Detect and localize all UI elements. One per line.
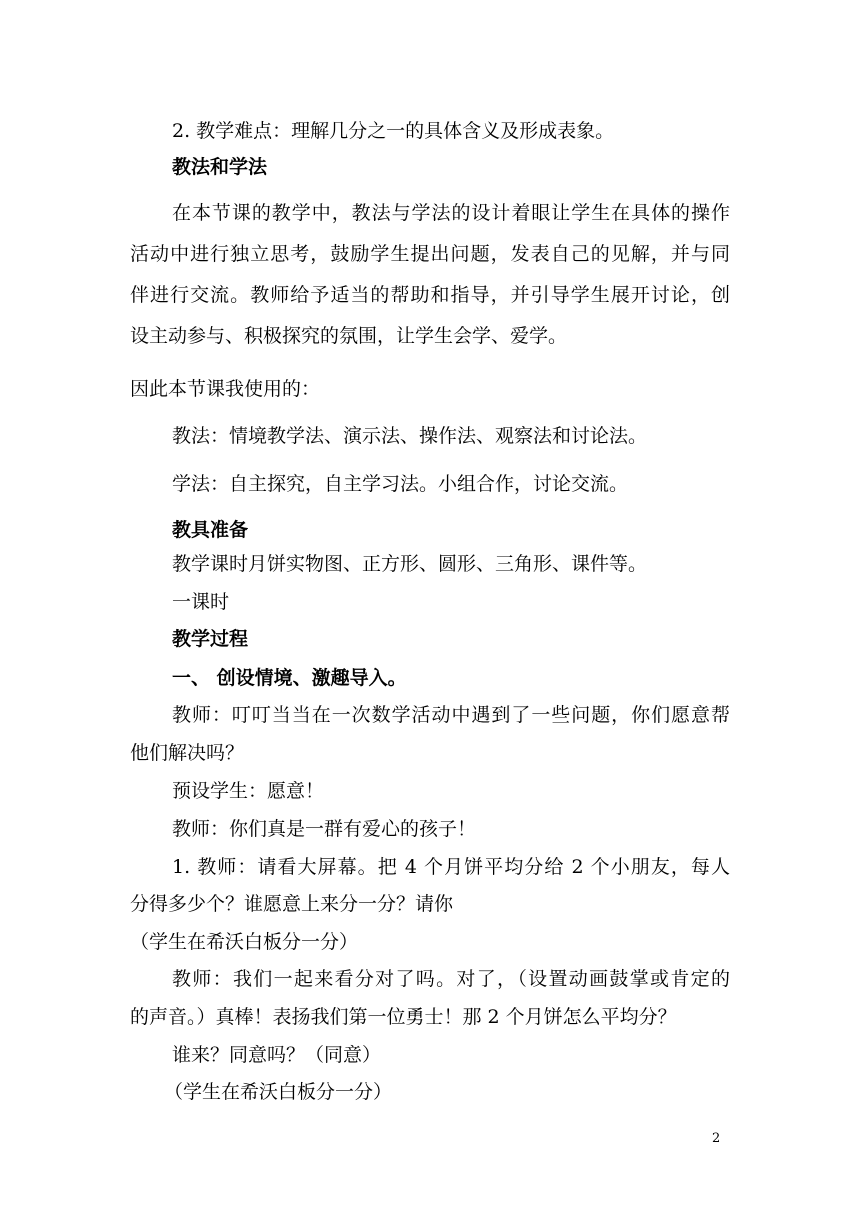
paragraph-line: 活动中进行独立思考，鼓励学生提出问题，发表自己的见解，并与同 <box>130 243 730 265</box>
paragraph-line: 设主动参与、积极探究的氛围，让学生会学、爱学。 <box>130 325 568 347</box>
lesson-duration: 一课时 <box>172 591 230 613</box>
paragraph-line: 伴进行交流。教师给予适当的帮助和指导，并引导学生展开讨论，创 <box>130 284 730 306</box>
paragraph-line: 谁来？同意吗？（同意） <box>172 1044 382 1066</box>
paragraph-line: 的声音。）真棒！表扬我们第一位勇士！那 2 个月饼怎么平均分？ <box>130 1006 677 1028</box>
paragraph-line: 教师：叮叮当当在一次数学活动中遇到了一些问题，你们愿意帮 <box>172 704 730 726</box>
teacher-line: 教师：你们真是一群有爱心的孩子！ <box>172 818 477 840</box>
student-response: 预设学生：愿意！ <box>172 780 325 802</box>
paragraph-line: 他们解决吗？ <box>130 742 245 764</box>
materials-line: 教学课时月饼实物图、正方形、圆形、三角形、课件等。 <box>172 553 648 575</box>
paragraph-line: 在本节课的教学中，教法与学法的设计着眼让学生在具体的操作 <box>172 202 730 224</box>
paragraph-line: 教师：我们一起来看分对了吗。对了，（设置动画鼓掌或肯定的 <box>172 968 730 990</box>
activity-note: （学生在希沃白板分一分） <box>164 1081 393 1103</box>
teaching-methods: 教法：情境教学法、演示法、操作法、观察法和讨论法。 <box>172 425 648 447</box>
page-number: 2 <box>712 1131 721 1146</box>
paragraph-line: 分得多少个？谁愿意上来分一分？请你 <box>130 893 454 915</box>
paragraph-line: 1. 教师：请看大屏幕。把 4 个月饼平均分给 2 个小朋友，每人 <box>172 856 730 878</box>
activity-note: （学生在希沃白板分一分） <box>130 931 359 953</box>
methods-intro: 因此本节课我使用的： <box>130 378 321 400</box>
section-heading-process: 教学过程 <box>172 628 249 650</box>
section-heading-methods: 教法和学法 <box>172 156 268 178</box>
section-heading-materials: 教具准备 <box>172 519 249 541</box>
process-step-heading: 一、 创设情境、激趣导入。 <box>172 667 407 689</box>
learning-methods: 学法：自主探究，自主学习法。小组合作，讨论交流。 <box>172 473 629 495</box>
difficulty-point: 2. 教学难点：理解几分之一的具体含义及形成表象。 <box>172 120 615 142</box>
